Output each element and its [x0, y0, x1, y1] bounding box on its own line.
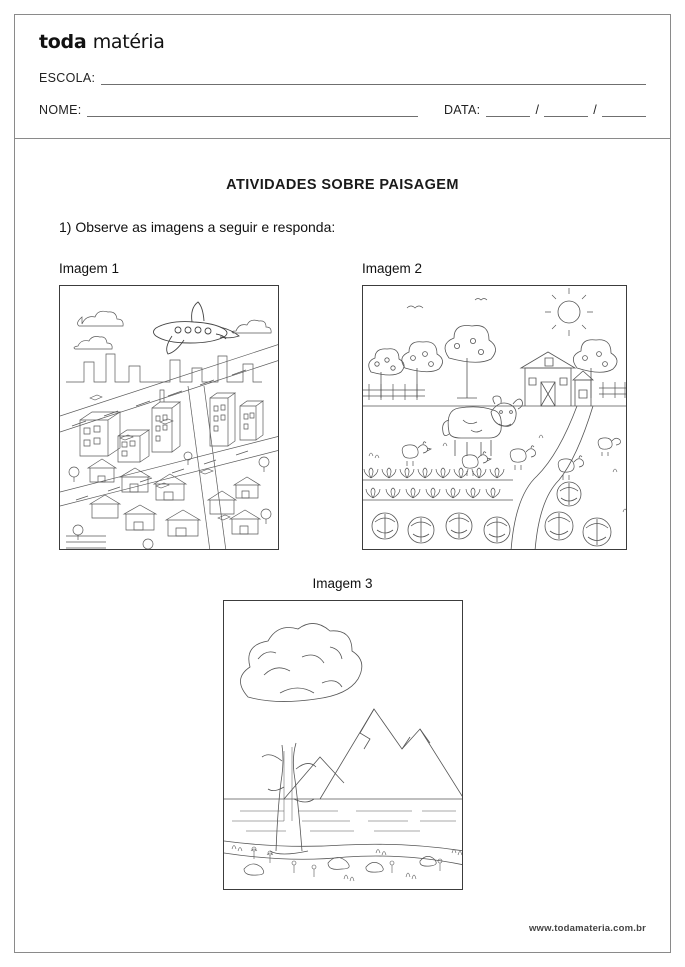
- page-header: [15, 15, 670, 139]
- name-date-field-row: [39, 103, 646, 117]
- brand-logo: [39, 31, 646, 53]
- city-aerial-illustration: [60, 286, 279, 550]
- date-separator-2: /: [593, 103, 597, 117]
- name-input-line[interactable]: [87, 105, 417, 117]
- date-year-line[interactable]: [602, 105, 646, 117]
- image-3-caption: Imagem 3: [312, 576, 373, 591]
- image-2-frame: [362, 285, 627, 550]
- date-separator-1: /: [535, 103, 540, 117]
- farm-illustration: [363, 286, 627, 550]
- image-block-3: [223, 576, 463, 890]
- date-field-group: [418, 103, 646, 117]
- date-month-line[interactable]: [544, 105, 588, 117]
- date-label: DATA:: [443, 103, 481, 117]
- image-1-caption: Imagem 1: [59, 261, 120, 276]
- page-title: ATIVIDADES SOBRE PAISAGEM: [226, 177, 459, 193]
- worksheet-content: [15, 139, 670, 890]
- image-1-frame: [59, 285, 279, 550]
- question-1-text: 1) Observe as imagens a seguir e responda:: [59, 219, 336, 235]
- nature-landscape-illustration: [224, 601, 463, 890]
- image-block-2: [362, 261, 626, 550]
- footer-url: www.todamateria.com.br: [528, 923, 646, 934]
- worksheet-page: [14, 14, 671, 953]
- school-label: ESCOLA:: [39, 71, 96, 85]
- image-3-frame: [223, 600, 463, 890]
- date-day-line[interactable]: [486, 105, 530, 117]
- brand-word-1: toda: [39, 31, 87, 53]
- image-block-1: [59, 261, 323, 550]
- name-label: NOME:: [39, 103, 82, 117]
- school-input-line[interactable]: [101, 73, 646, 85]
- brand-word-2: matéria: [92, 31, 165, 53]
- image-2-caption: Imagem 2: [362, 261, 423, 276]
- image-row-top: [45, 261, 640, 550]
- school-field-row: [39, 71, 646, 85]
